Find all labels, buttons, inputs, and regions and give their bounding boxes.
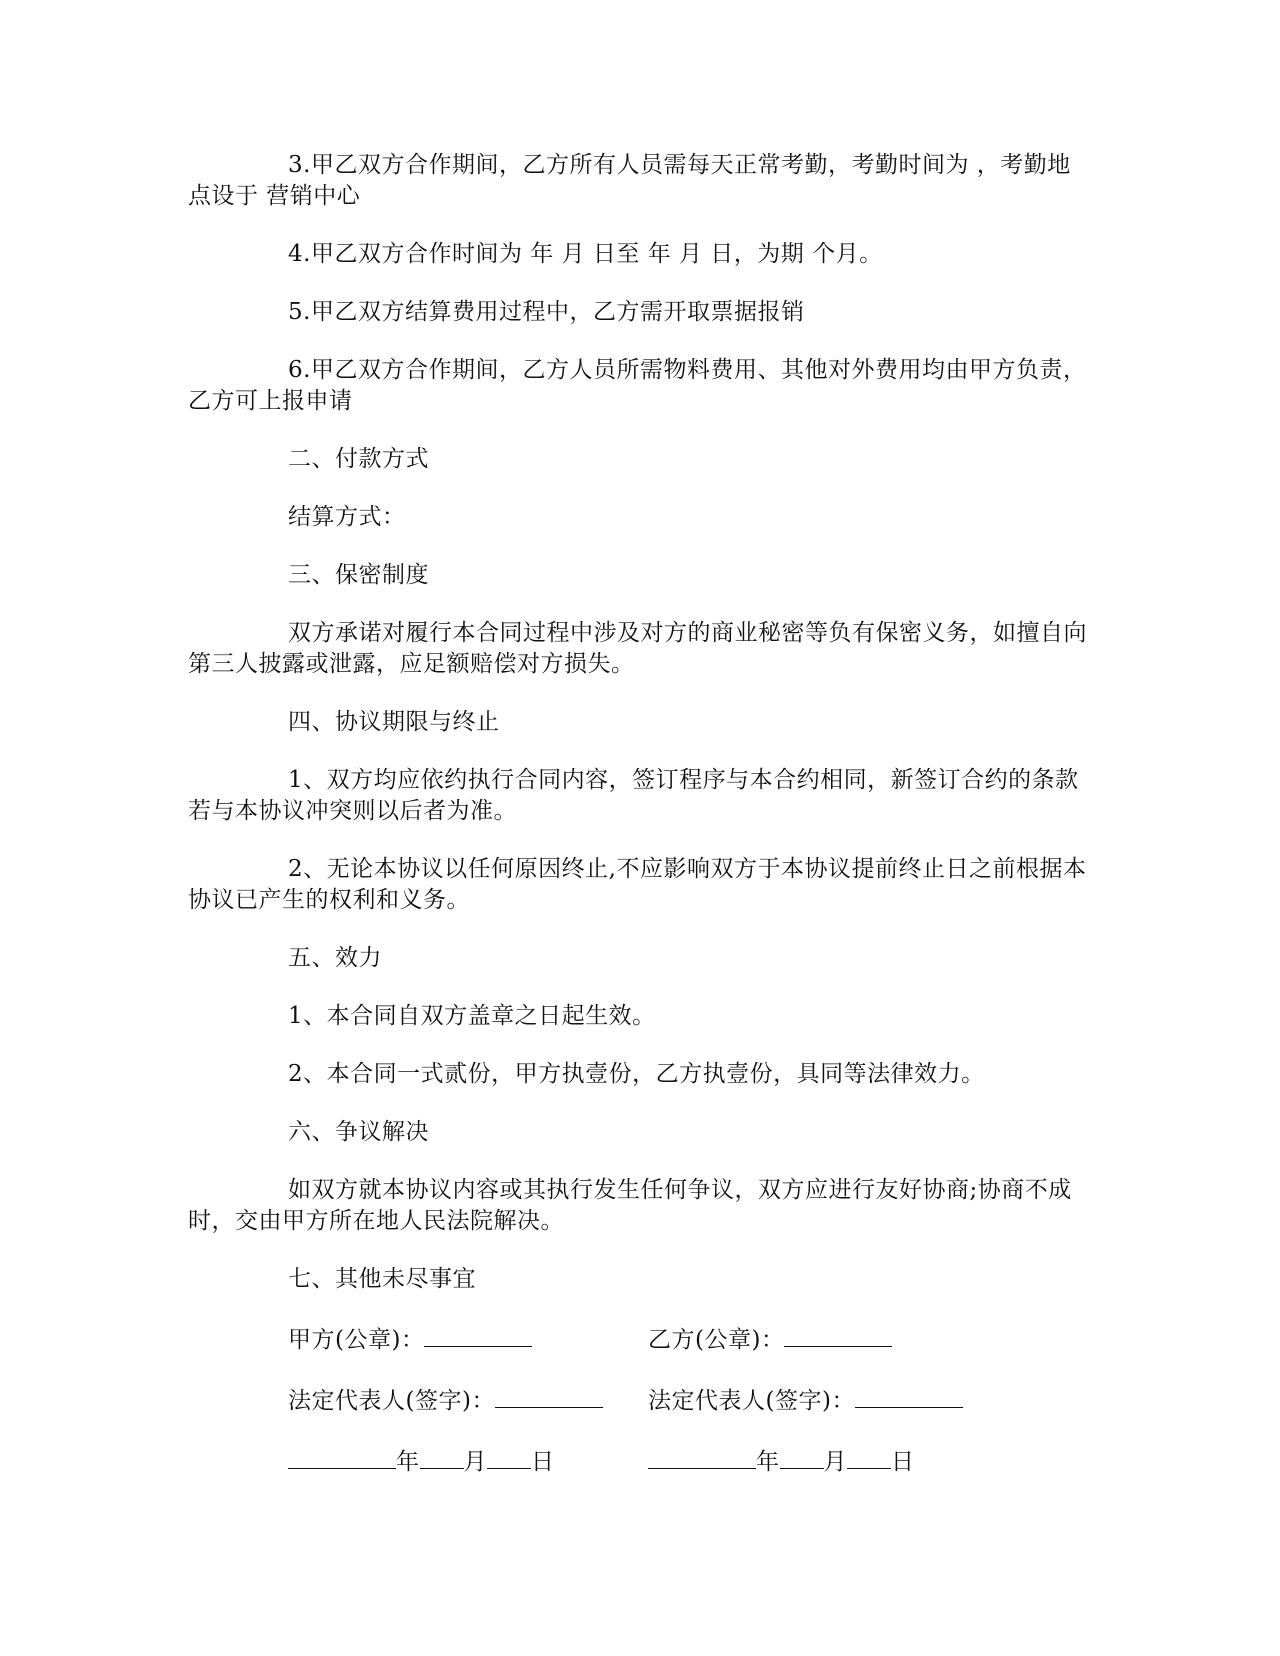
party-b-date xyxy=(648,1444,1088,1478)
party-a-day-label: 日 xyxy=(531,1449,555,1475)
party-b-seal-blank[interactable] xyxy=(784,1322,892,1347)
clause-6: 6.甲乙双方合作期间，乙方人员所需物料费用、其他对外费用均由甲方负责，乙方可上报申请 xyxy=(188,357,1087,414)
party-a-month-blank[interactable] xyxy=(420,1444,464,1469)
party-b-year-label: 年 xyxy=(756,1449,780,1475)
party-a-date xyxy=(188,1444,648,1478)
term-heading: 四、协议期限与终止 xyxy=(288,709,500,735)
party-a-year-blank[interactable] xyxy=(288,1444,396,1469)
seal-row xyxy=(188,1322,1088,1356)
party-a-seal-label: 甲方(公章)： xyxy=(288,1327,425,1353)
validity-item-2: 2、本合同一式贰份，甲方执壹份，乙方执壹份，具同等法律效力。 xyxy=(288,1061,985,1087)
party-b-day-label: 日 xyxy=(891,1449,915,1475)
party-b-legal-rep-blank[interactable] xyxy=(855,1383,963,1408)
party-b-legal-rep-label: 法定代表人(签字)： xyxy=(648,1388,855,1414)
party-a-legal-rep-label: 法定代表人(签字)： xyxy=(288,1388,495,1414)
other-matters-heading: 七、其他未尽事宜 xyxy=(288,1266,476,1292)
term-item-1: 1、双方均应依约执行合同内容，签订程序与本合约相同，新签订合约的条款若与本协议冲突则以后者为准。 xyxy=(188,767,1079,824)
dispute-body: 如双方就本协议内容或其执行发生任何争议，双方应进行友好协商;协商不成时，交由甲方所在地人民法院解决。 xyxy=(188,1177,1072,1234)
clause-3: 3.甲乙双方合作期间，乙方所有人员需每天正常考勤，考勤时间为 ，考勤地点设于 营销中心 xyxy=(188,152,1071,209)
confidentiality-body: 双方承诺对履行本合同过程中涉及对方的商业秘密等负有保密义务，如擅自向第三人披露或泄露，应足额赔偿对方损失。 xyxy=(188,620,1087,677)
legal-rep-row xyxy=(188,1383,1088,1417)
settlement-method: 结算方式： xyxy=(288,504,406,530)
party-a-seal-blank[interactable] xyxy=(424,1322,532,1347)
party-b-seal-label: 乙方(公章)： xyxy=(648,1327,785,1353)
party-b-seal xyxy=(648,1322,1088,1356)
party-a-month-label: 月 xyxy=(463,1449,487,1475)
term-item-2: 2、无论本协议以任何原因终止,不应影响双方于本协议提前终止日之前根据本协议已产生的权利和义务。 xyxy=(188,856,1087,913)
party-b-day-blank[interactable] xyxy=(847,1444,891,1469)
contract-body xyxy=(188,150,1088,1505)
party-a-seal xyxy=(188,1322,648,1356)
party-a-legal-rep-blank[interactable] xyxy=(495,1383,603,1408)
validity-item-1: 1、本合同自双方盖章之日起生效。 xyxy=(288,1003,656,1029)
validity-heading: 五、效力 xyxy=(288,945,382,971)
confidentiality-heading: 三、保密制度 xyxy=(288,562,429,588)
party-a-year-label: 年 xyxy=(396,1449,420,1475)
date-row xyxy=(188,1444,1088,1478)
clause-4: 4.甲乙双方合作时间为 年 月 日至 年 月 日，为期 个月。 xyxy=(288,241,883,267)
party-a-day-blank[interactable] xyxy=(487,1444,531,1469)
payment-heading: 二、付款方式 xyxy=(288,446,429,472)
dispute-heading: 六、争议解决 xyxy=(288,1119,429,1145)
party-b-month-blank[interactable] xyxy=(780,1444,824,1469)
clause-5: 5.甲乙双方结算费用过程中，乙方需开取票据报销 xyxy=(288,299,805,325)
party-a-legal-rep xyxy=(188,1383,648,1417)
party-b-year-blank[interactable] xyxy=(648,1444,756,1469)
party-b-legal-rep xyxy=(648,1383,1088,1417)
party-b-month-label: 月 xyxy=(823,1449,847,1475)
